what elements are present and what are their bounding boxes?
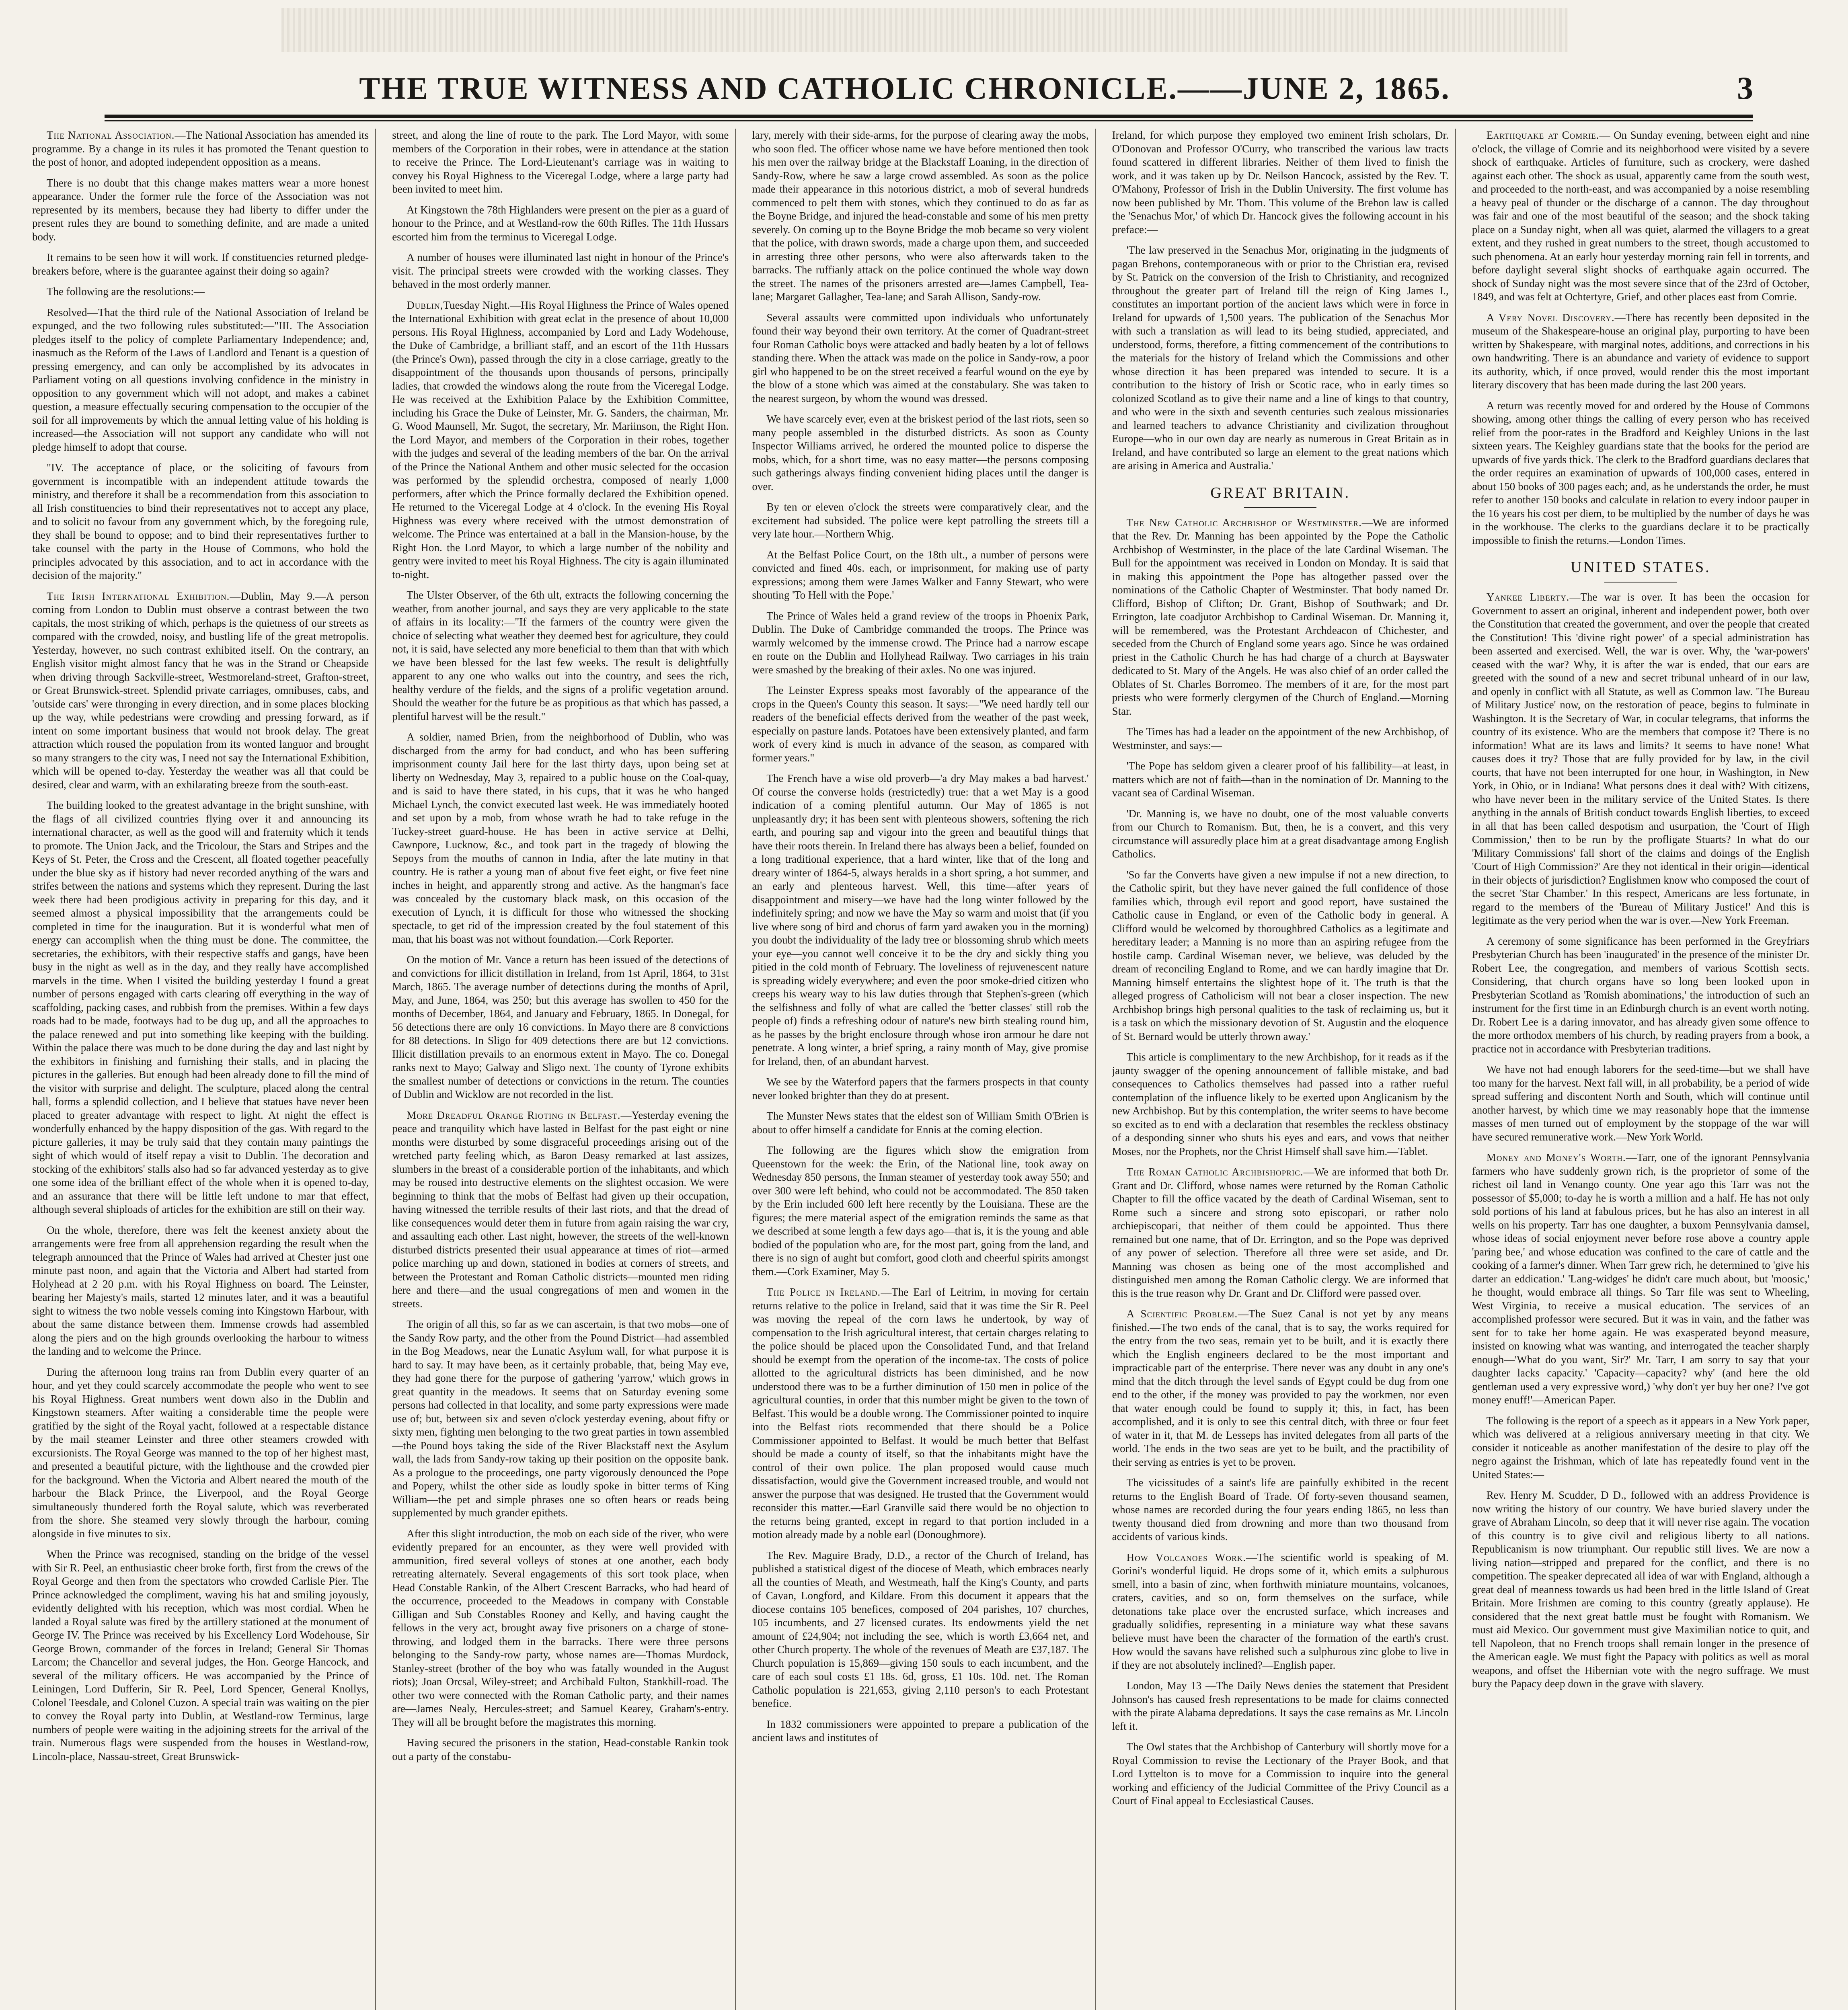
paragraph-text: The Owl states that the Archbishop of Canterbury will shortly move for a Royal Commission to revise the Lectionary of the Prayer Book, and that Lord Lyttelton is to move for a Commission to inquire into the general working and efficiency of the Judicial Committee of the Privy Council as a Court of Final appeal to Ecclesiastical Causes. [1112,1741,1449,1807]
article-paragraph [1472,399,1809,548]
paragraph-text: On the motion of Mr. Vance a return has been issued of the detections of and convictions for illicit distillation in Ireland, from 1st April, 1864, to 31st March, 1865. The average number of detections during the months of April, May, and June, 1864, was 250; but this average has swollen to 450 for the months of December, 1864, and January and February, 1865. In Donegal, for 56 detections there are only 16 convictions. In Mayo there are 8 convictions for 88 detections. In Sligo for 409 detections there are but 12 convictions. Illicit distillation prevails to an enormous extent in Mayo. The co. Donegal ranks next to Mayo; Galway and Sligo next. The county of Tyrone exhibits the smallest number of detections or convictions in the return. The counties of Dublin and Wicklow are not recorded in the list. [392,954,729,1100]
article-paragraph [392,299,729,582]
paragraph-text: We have scarcely ever, even at the briskest period of the last riots, seen so many people assembled in the disturbed districts. As soon as County Inspector Williams arrived, he ordered the mounted police to disperse the mobs, which, for a short time, was no easy matter—the persons composing such gatherings always finding convenient hiding places until the danger is over. [752,413,1089,492]
article-paragraph [32,306,369,454]
article-paragraph [752,129,1088,304]
paragraph-text: The following are the resolutions:— [47,285,205,297]
paragraph-lead: The Roman Catholic Archbishopric. [1126,1166,1304,1178]
paragraph-lead: The Police in Ireland. [766,1286,881,1298]
paragraph-text: —We are informed that both Dr. Grant and Dr. Clifford, whose names were returned by the Roman Catholic Chapter to fill the office vacated by the death of Cardinal Wiseman, sent to Rome such a sincere and strong soto episcopari, or rather nolo archiepiscopari, that neither of them could be appointed. Thus there remained but one name, that of Dr. Errington, and so the Pope was deprived of any power of selection. Therefore all three were set aside, and Dr. Manning was chosen as being one of the most accomplished and distinguished men among the Roman Catholic clergy. We are informed that this is the true reason why Dr. Grant and Dr. Clifford were passed over. [1112,1166,1449,1299]
section-heading: UNITED STATES. [1571,559,1711,576]
article-paragraph [752,684,1088,765]
paragraph-text: London, May 13 —The Daily News denies the statement that President Johnson's has caused fresh representations to be made for claims connected with the pirate Alabama depredations. It says the case remains as Mr. Lincoln left it. [1112,1680,1449,1732]
paragraph-text: We have not had enough laborers for the seed-time—but we shall have too many for the harvest. Next fall will, in all probability, be a period of wide spread suffering and discontent North and South, which will continue until another harvest, by which time we may reasonably hope that the immense masses of men turned out of employment by the stoppage of the war will have secured remunerative work.—New York World. [1472,1063,1809,1143]
column-3 [752,129,1096,2010]
paragraph-text: Ireland, for which purpose they employed two eminent Irish scholars, Dr. O'Donovan and Professor O'Curry, who transcribed the various law tracts found scattered in different libraries. Neither of them lived to finish the work, and it was taken up by Dr. Neilson Hancock, assisted by the Rev. T. O'Mahony, Professor of Irish in the Dublin University. The first volume has now been published by Mr. Thom. This volume of the Brehon law is called the 'Senachus Mor,' of which Dr. Hancock gives the following account in his preface:— [1112,129,1449,236]
article-paragraph [752,1286,1088,1542]
article-paragraph [392,129,729,196]
paragraph-text: The building looked to the greatest advantage in the bright sunshine, with the flags of all civilized countries flying over it and announcing its international character, as well as the good will and fraternity which it tends to promote. The Union Jack, and the Tricolour, the Stars and Stripes and the Keys of St. Peter, the Cross and the Crescent, all floated together peacefully under the blue sky as if history had never recorded anything of the wars and strifes between the nations and systems which they represent. During the last week there had been prodigious activity in preparing for this day, and it seemed almost a physical impossibility that the arrangements could be completed in time for the inauguration. But it is wonderful what men of energy can accomplish when the thing must be done. The committee, the secretaries, the exhibitors, with their respective staffs and gangs, have been busy in the night as well as in the day, and they really have accomplished marvels in the time. When I visited the building yesterday I found a great number of persons engaged with carts clearing off everything in the way of scaffolding, packing cases, and rubbish from the premises. Within a few days roads had to be made, footways had to be dug up, and all the approaches to the palace renewed and put into something like keeping with the building. Within the palace there was much to be done during the day and last night by the exhibitors in finishing and furnishing their stalls, and in placing the pictures in the galleries. But enough had been already done to fill the mind of the visitor with surprise and delight. The sculpture, placed along the central hall, forms a splendid collection, and I believe that statues have never been placed to greater advantage with respect to light. At night the effect is wonderfully enhanced by the happy disposition of the gas. With regard to the picture galleries, it may be truly said that they contain many paintings the sight of which would of itself repay a visit to Dublin. The decoration and stocking of the exhibitors' stalls also had so far advanced yesterday as to give one some idea of the brilliant effect of the whole when it is opened to-day, and an assurance that there will be little left undone to mar that effect, although several shiploads of articles for the exhibition are still on their way. [32,799,369,1215]
article-paragraph [1112,1740,1449,1808]
article-paragraph [1112,129,1449,236]
article-paragraph [1112,725,1449,752]
paragraph-text: This article is complimentary to the new Archbishop, for it reads as if the jaunty swagger of the opening announcement of fallible mistake, and bad consequences to Catholics themselves had passed into a rather rueful contemplation of the influence likely to be exerted upon Anglicanism by the new Archbishop. But by this contemplation, the writer seems to have become so excited as to end with a declaration that resembles the reckless obstinacy of a desponding sinner who shuts his eyes and ears, and vows that neither Moses, nor the Prophets, nor the Christ Himself shall save him.—Tablet. [1112,1051,1449,1157]
paragraph-lead: Earthquake at Comrie. [1486,129,1600,141]
article-paragraph [392,953,729,1101]
article-paragraph [392,251,729,291]
paragraph-text: "IV. The acceptance of place, or the soliciting of favours from government is incompatible with an independent attitude towards the ministry, and therefore it shall be a recommendation from this association to all Irish constituencies to bind their representatives not to accept any place, and to solicit no favour from any government which, by the foregoing rule, they shall be bound to oppose; and to bind their representatives further to take counsel with the party in the House of Commons, who hold the principles advocated by this association, and to act in accordance with the decision of the majority." [32,461,369,581]
paragraph-text: Resolved—That the third rule of the National Association of Ireland be expunged, and the two following rules substituted:—"III. The Association pledges itself to the policy of complete Parliamentary Independence; and, inasmuch as the Reform of the Laws of Landlord and Tenant is a question of pressing emergency, and can only be accomplished by its advocates in Parliament voting on all questions involving confidence in the ministry in opposition to any government which will not adopt, and makes a cabinet question, a measure effectually securing compensation to the occupier of the soil for all improvements by which the annual letting value of his holding is increased—the Association will not support any candidate who will not pledge himself to adopt that course. [32,306,369,453]
paragraph-text: — On Sunday evening, between eight and nine o'clock, the village of Comrie and its neighborhood were visited by a severe shock of earthquake. Articles of furniture, such as crockery, were dashed against each other. The shock as usual, apparently came from the south west, and proceeded to the north-east, and was accompanied by a noise resembling a heavy peal of thunder or the discharge of a cannon. The day throughout was fair and one of the most beautiful of the season; and the shock taking place on a Sunday night, when all was quiet, alarmed the villagers to a great extent, and they rushed in great numbers to the street, though accustomed to such phenomena. At an early hour yesterday morning rain fell in torrents, and before daylight several slight shocks of earthquake again occurred. The shock of Sunday night was the most severe since that of the 23rd of October, 1849, and was felt at Ochtertyre, Grief, and other places east from Comrie. [1472,129,1809,303]
paragraph-text: 'Dr. Manning is, we have no doubt, one of the most valuable converts from our Church to Romanism. But, then, he is a convert, and this very circumstance will assuredly place him at a great disadvantage among English Catholics. [1112,807,1449,860]
paragraph-text: A number of houses were illuminated last night in honour of the Prince's visit. The principal streets were crowded with the working classes. They behaved in the most orderly manner. [392,251,729,290]
article-paragraph [32,285,369,299]
paragraph-text: The Times has had a leader on the appointment of the new Archbishop, of Westminster, and says:— [1112,726,1449,751]
article-paragraph [1112,1307,1449,1469]
paragraph-text: The French have a wise old proverb—'a dry May makes a bad harvest.' Of course the converse holds (restrictedly) true: that a wet May is a good indication of a coming plentiful autumn. Our May of 1865 is not unpleasantly dry; it has been sent with plenteous showers, softening the rich earth, and pouring sap and vigour into the green and beautiful things that have their roots therein. In Ireland there has always been a belief, founded on a long traditional experience, that a hard winter, like that of the long and dreary winter of 1864-5, always heralds in a short spring, a hot summer, and an early and plenteous harvest. Well, this time—after years of disappointment and misery—we have had the long winter followed by the indefinitely spring; and now we have the May so warm and moist that (if you live where song of bird and chorus of farm yard awaken you in the morning) you doubt the individuality of the lady tree or blossoming shrub which meets your eye—you cannot well conceive it to be the dry and sickly thing you pitied in the cold month of February. The loveliness of rejuvenescent nature is spreading widely everywhere; and even the poor smoke-dried citizen who creeps his weary way to his law duties through that Stephen's-green (which the selfishness and folly of what are called the 'better classes' still rob the people of) finds a refreshing odour of nature's new birth stealing round him, as he passes by the bright enclosure through whose iron armour he dare not penetrate. A long winter, a brief spring, a rainy month of May, give promise for Ireland, then, of an abundant harvest. [752,772,1089,1067]
paragraph-text: A return was recently moved for and ordered by the House of Commons showing, among other things the calling of every person who has received relief from the poor-rates in the Bradford and Keighley Unions in the last sixteen years. The Keighley guardians state that the books for the period are upwards of five yards thick. The clerk to the Bradford guardians declares that the order requires an examination of upwards of 100,000 cases, entered in about 150 books of 300 pages each; and, as he understands the order, he must refer to another 150 books and calculate in relation to every indoor pauper in the 16 years his cost per diem, to be multiplied by the number of days he was in the workhouse. The clerks to the guardians declare it to be practically impossible to finish the returns.—London Times. [1472,399,1809,546]
paragraph-lead: The National Association. [47,129,175,141]
article-paragraph [32,1548,369,1763]
paragraph-lead: Money and Money's Worth. [1486,1151,1626,1163]
paragraph-text: —The scientific world is speaking of M. Gorini's wonderful liquid. He drops some of it, which emits a sulphurous smell, into a basin of zinc, when forthwith miniature mountains, volcanoes, craters, cavities, and so on, form themselves on the surface, while detonations take place over the encrusted surface, which increases and gradually solidifies, representing in a miniature way what these savans believe must have been the character of the formation of the earth's crust. How would the savans have relished such a sulphurous zinc globe to live in if they are not absolutely inclined?—English paper. [1112,1551,1449,1671]
article-paragraph [32,1224,369,1358]
paragraph-text: At Kingstown the 78th Highlanders were present on the pier as a guard of honour to the Prince, and at Westland-row the 60th Rifles. The 11th Hussars escorted him from the terminus to Viceregal Lodge. [392,203,729,243]
article-paragraph [752,500,1088,541]
paragraph-text: During the afternoon long trains ran from Dublin every quarter of an hour, and yet they could scarcely accommodate the people who went to see his Royal Highness. Great numbers went down also in the Dublin and Kingstown steamers. After waiting a considerable time the people were gratified by the sight of the Royal yacht, followed at a respectable distance by the mail steamer Leinster and three other steamers crowded with excursionists. The Royal George was manned to the top of her highest mast, and presented a beautiful picture, with the lighthouse and the crowded pier for the background. When the Victoria and Albert neared the mouth of the harbour the Black Prince, the Liverpool, and the Royal George simultaneously thundered forth the Royal salute, which was reverberated from the shore. She steamed very slowly through the harbour, coming alongside in five minutes to six. [32,1366,369,1540]
paragraph-lead: The New Catholic Archbishop of Westminster. [1126,516,1362,529]
article-paragraph [32,590,369,792]
paragraph-text: Tuesday Night.—His Royal Highness the Prince of Wales opened the International Exhibition with great eclat in the presence of about 10,000 persons. His Royal Highness, accompanied by Lord and Lady Wodehouse, the Duke of Cambridge, a brilliant staff, and an escort of the 11th Hussars (the Prince's Own), passed through the city in a close carriage, greatly to the disappointment of the thousands upon thousands of persons, principally ladies, that crowded the windows along the route from the Viceregal Lodge. He was received at the Exhibition Palace by the Exhibition Committee, including his Grace the Duke of Leinster, Mr. G. Sanders, the chairman, Mr. G. Wood Maunsell, Mr. Sugot, the secretary, Mr. Mariinson, the Right Hon. the Lord Mayor, and members of the Corporation in their robes, together with the judges and several of the leading members of the bar. On the arrival of the Prince the National Anthem and other music selected for the occasion was performed by the splendid orchestra, composed of nearly 1,000 performers, after which the Prince formally declared the Exhibition opened. He returned to the Viceregal Lodge at 4 o'clock. In the evening His Royal Highness was every where received with the utmost demonstration of welcome. The Prince was entertained at a ball in the Mansion-house, by the Right Hon. the Lord Mayor, to which a large number of the nobility and gentry were invited to meet his Royal Highness. The city is again illuminated to-night. [392,299,729,580]
column-2 [392,129,736,2010]
paragraph-text: The Ulster Observer, of the 6th ult, extracts the following concerning the weather, from another journal, and says they are very applicable to the state of affairs in its locality:—"If the farmers of the country were given the choice of selecting what weather they deemed best for agriculture, they could not, it is said, have selected any more beneficial to them than that with which we have been blessed for the last few weeks. The result is delightfully apparent to any one who walks out into the country, and sees the rich, healthy verdure of the fields, and the signs of a prolific vegetation around. Should the weather for the future be as propitious as that which has passed, a plentiful harvest will be the result." [392,589,729,722]
article-paragraph [1472,591,1809,927]
paragraph-lead: A Very Novel Discovery. [1486,311,1615,324]
paragraph-text: The following are the figures which show the emigration from Queenstown for the week: the Erin, of the National line, took away on Wednesday 850 persons, the Inman steamer of yesterday took away 550; and over 300 were left behind, who could not be accommodated. The 850 taken by the Erin included 600 left here recently by the Louisiana. These are the figures; the mere material aspect of the emigration reminds the same as that we described at some length a few days ago—that is, it is the young and able bodied of the population who are, for the most part, going from the land, and there is no sign of aught but comfort, good cloth and cheerful spirits amongst them.—Cork Examiner, May 5. [752,1144,1089,1278]
column-1 [32,129,376,2010]
header-rule-thick [105,115,1753,118]
article-paragraph [1472,311,1809,392]
paragraph-text: The Munster News states that the eldest son of William Smith O'Brien is about to offer himself a candidate for Ennis at the coming election. [752,1110,1089,1136]
paragraph-text: The following is the report of a speech as it appears in a New York paper, which was delivered at a religious anniversary meeting in that city. We consider it noticeable as another manifestation of the desire to play off the negro against the Irishman, which of late has repeatedly found vent in the United States:— [1472,1414,1809,1481]
paragraph-text: By ten or eleven o'clock the streets were comparatively clear, and the excitement had subsided. The police were kept patrolling the streets till a very late hour.—Northern Whig. [752,501,1089,540]
paragraph-text: On the whole, therefore, there was felt the keenest anxiety about the arrangements were free from all apprehension regarding the result when the telegraph announced that the Prince of Wales had arrived at Chester just one minute past noon, and again that the Victoria and Albert had started from Holyhead at 2 20 p.m. with his Royal Highness on board. The Leinster, bearing her Majesty's mails, started 12 minutes later, and it was a beautiful sight to witness the two noble vessels coming into Kingstown Harbour, with about the same distance between them. Immense crowds had assembled along the piers and on the high grounds overlooking the harbour to witness the landing and to welcome the Prince. [32,1224,369,1357]
article-paragraph [1112,1050,1449,1158]
article-paragraph [752,1110,1088,1136]
article-paragraph [392,203,729,244]
paragraph-lead: A Scientific Problem. [1126,1308,1238,1320]
article-paragraph [1112,1551,1449,1672]
paragraph-text: —The Earl of Leitrim, in moving for certain returns relative to the police in Ireland, said that it was time the Sir R. Peel was moving the repeal of the corn laws he undertook, by way of compensation to the Irish agricultural interest, that certain charges relating to the police should be placed upon the Consolidated Fund, and that Ireland should be exempt from the operation of the income-tax. The costs of police allotted to the agricultural districts has been diminished, and he now understood there was to be a further diminution of 150 men in police of the agricultural counties, in order that this number might be given to the town of Belfast. This would be a double wrong. The Commissioner pointed to inquire into the Belfast riots recommended that there should be a Police Commissioner appointed to Belfast. It would be much better that Belfast should be made a county of itself, so that the inhabitants might have the control of their own police. The plan proposed would cause much dissatisfaction, would give the Government increased trouble, and would not answer the purpose that was designed. He trusted that the Government would reconsider this matter.—Earl Granville said there would be no objection to the returns being granted, except in regard to that portion included in a motion already made by a noble earl (Donoughmore). [752,1286,1089,1540]
paragraph-text: —Tarr, one of the ignorant Pennsylvania farmers who have suddenly grown rich, is the proprietor of some of the richest oil land in Venango county. One year ago this Tarr was not the possessor of $5,000; to-day he is worth a million and a half. He has not only sold portions of his land at fabulous prices, but he has also an interest in all wells on his property. Tarr has one daughter, a buxom Pennsylvania damsel, whose ideas of social enjoyment never before rose above a country apple 'paring bee,' and whose education was confined to the care of cattle and the cooking of a farmer's dinner. When Tarr grew rich, he determined to 'give his darter an eddication.' 'Lang-widges' he didn't care much about, but 'moosic,' he thought, would embrace all things. So Tarr file was sent to Wheeling, West Virginia, to receive a musical education. The services of an accomplished professor were secured. But it was in vain, and the father was sent for to take her home again. He was exasperated beyond measure, insisted on knowing what was wanting, and interrogated the teacher sharply enough—'What do you want, Sir?' Mr. Tarr, I am sorry to say that your daughter lacks capacity.' 'Capacity—capacity? why' (and here the old gentleman used a very expressive word,) 'why don't yer buy her one? I've got money enuff!'—American Paper. [1472,1151,1809,1406]
section-heading: GREAT BRITAIN. [1210,484,1351,501]
article-paragraph [392,1736,729,1763]
article-paragraph [1112,516,1449,718]
paragraph-text: The Leinster Express speaks most favorably of the appearance of the crops in the Queen's County this season. It says:—"We need hardly tell our readers of the beneficial effects derived from the weather of the past week, especially on pasture lands. Potatoes have been extensively planted, and farm work of every kind is much in advance of the season, as compared with former years." [752,684,1089,764]
paragraph-text: Having secured the prisoners in the station, Head-constable Rankin took out a party of the constabu- [392,1737,729,1762]
paragraph-lead: How Volcanoes Work. [1126,1551,1246,1563]
article-paragraph [392,1109,729,1311]
paragraph-text: After this slight introduction, the mob on each side of the river, who were evidently prepared for an encounter, as they were well provided with ammunition, fired several volleys of stones at one another, each body retreating alternately. Several engagements of this sort took place, when Head Constable Rankin, of the Albert Crescent Barracks, who had heard of the occurrence, proceeded to the Meadows in company with Constable Gilligan and Sub Constables Rooney and Kelly, and having caught the fellows in the very act, brought away five prisoners on a charge of stone-throwing, and lodged them in the barracks. There were three persons belonging to the Sandy-row party, whose names are—Thomas Murdock, Stanley-street (brother of the boy who was fatally wounded in the August riots); Joan Orcsal, Wiley-street; and Archibald Fulton, Stankhill-road. The other two were connected with the Roman Catholic party, and their names are—James Nealy, Hercules-street; and Samuel Kearey, Graham's-entry. They will all be brought before the magistrates this morning. [392,1527,729,1728]
column-4 [1112,129,1456,2010]
article-paragraph [1472,1063,1809,1144]
article-paragraph [32,1366,369,1541]
paragraph-text: 'The Pope has seldom given a clearer proof of his fallibility—at least, in matters which are not of faith—than in the nomination of Dr. Manning to the vacant sea of Cardinal Wiseman. [1112,760,1449,799]
running-title: THE TRUE WITNESS AND CATHOLIC CHRONICLE.——JUNE 2, 1865. [359,71,1450,106]
article-paragraph [752,311,1088,406]
article-paragraph [32,461,369,582]
article-paragraph [1472,129,1809,304]
paragraph-text: At the Belfast Police Court, on the 18th ult., a number of persons were convicted and fined 40s. each, or imprisonment, for making use of party expressions; among them were James Walker and Fanny Stewart, who were shouting 'To Hell with the Pope.' [752,548,1089,601]
article-paragraph [752,772,1088,1068]
paragraph-lead: More Dreadful Orange Rioting in Belfast. [407,1109,621,1121]
section-rule [1244,507,1316,508]
article-paragraph [1112,807,1449,861]
paragraph-text: street, and along the line of route to the park. The Lord Mayor, with some members of the Corporation in their robes, were in attendance at the station to receive the Prince. The Lord-Lieutenant's carriage was in waiting to convey his Royal Highness to the Viceregal Lodge, where a large party had been invited to meet him. [392,129,729,195]
article-paragraph [32,129,369,169]
article-paragraph [392,589,729,723]
article-paragraph [752,1075,1088,1102]
paragraph-lead: Dublin, [407,299,444,311]
paragraph-text: We see by the Waterford papers that the farmers prospects in that county never looked brighter than they do at present. [752,1076,1089,1101]
article-paragraph [392,730,729,946]
paragraph-text: There is no doubt that this change makes matters wear a more honest appearance. Under the former rule the force of the Association was not represented by its members, because they had liberty to differ under the present rules they are bound to something definite, and are made a united body. [32,176,369,243]
article-paragraph [752,412,1088,493]
paragraph-text: Several assaults were committed upon individuals who unfortunately found their way beyond their own territory. At the corner of Quadrant-street four Roman Catholic boys were attacked and badly beaten by a lot of fellows standing there. When the attack was made on the police in Sandy-row, a poor girl who happened to be on the street received a fearful wound on the eye by the blow of a stone which was aimed at the constabulary. She was taken to the nearest surgeon, by whom the wound was dressed. [752,311,1089,404]
page-header [105,64,1753,109]
article-paragraph [392,1527,729,1729]
paragraph-text: When the Prince was recognised, standing on the bridge of the vessel with Sir R. Peel, an enthusiastic cheer broke forth, first from the crews of the Royal George and then from the spectators who crowded Carlisle Pier. The Prince acknowledged the compliment, waving his hat and smiling joyously, evidently delighted with his reception, which was most cordial. When he landed a Royal salute was fired by the artillery stationed at the monument of George IV. The Prince was received by his Excellency Lord Wodehouse, Sir George Brown, commander of the forces in Ireland; General Sir Thomas Larcom; the Chancellor and several judges, the Hon. George Hancock, and several of the military officers. He was accompanied by the Prince of Leiningen, Lord Dufferin, Sir R. Peel, Lord Spencer, General Knollys, Colonel Teesdale, and Colonel Cuzon. A special train was waiting on the pier to convey the Royal party into Dublin, at Westland-row Terminus, large numbers of people were waiting in the adjoining streets for the arrival of the train. Numerous flags were suspended from the houses in Westland-row, Lincoln-place, Nassau-street, Great Brunswick- [32,1548,369,1762]
article-paragraph [1112,1165,1449,1300]
paragraph-text: —There has recently been deposited in the museum of the Shakespeare-house an original play, purporting to have been written by Shakespeare, with marginal notes, additions, and corrections in his own handwriting. There is an abundance and variety of evidence to support its authority, which, if once proved, would render this the most important literary discovery that has been made during the last 200 years. [1472,311,1809,391]
paragraph-text: lary, merely with their side-arms, for the purpose of clearing away the mobs, who soon fled. The officer whose name we have before mentioned then took his men over the railway bridge at the Blackstaff Loaning, in the direction of Sandy-Row, where he saw a large crowd assembled. As soon as the police made their appearance in this notorious district, a mob of several hundreds commenced to pelt them with stones, which they continued to do as far as the Boyne Bridge, and injured the head-constable and some of his men pretty severely. On coming up to the Boyne Bridge the mob became so very violent that the police, with drawn swords, made a charge upon them, and succeeded in arresting three other persons, who were also afterwards taken to the barracks. The ruffianly attack on the police continued the whole way down the street. The names of the prisoners arrested are—James Campbell, Tea-lane; Margaret Gallagher, Tea-lane; and Sarah Allison, Sandy-row. [752,129,1089,303]
paragraph-text: 'So far the Converts have given a new impulse if not a new direction, to the Catholic spirit, but they have never gained the full confidence of those families which, through evil report and good report, have sustained the Catholic cause in England, or even of the Catholic body in general. A Clifford would be welcomed by thoroughbred Catholics as a legitimate and hereditary leader; a Manning is no more than an aspiring refugee from the hostile camp. Cardinal Wiseman never, we believe, was deluded by the dream of reconciling England to Rome, and we can hardly imagine that Dr. Manning himself entertains the slightest hope of it. The truth is that the alleged progress of Catholicism will not bear a closer inspection. The new Archbishop brings high personal qualities to the task of reclaiming us, but it is a task on which the missionary devotion of St. Augustin and the eloquence of St. Bernard would be utterly thrown away.' [1112,868,1449,1042]
article-columns [32,129,1816,2010]
header-rule-thin [105,120,1753,121]
article-paragraph [1112,244,1449,473]
paragraph-text: A soldier, named Brien, from the neighborhood of Dublin, who was discharged from the army for bad conduct, and who has been suffering imprisonment county Jail here for the last thirty days, upon being set at liberty on Wednesday, May 3, repaired to a public house on the Coal-quay, and is said to have there stated, in his cups, that it was he who hanged Michael Lynch, the convict executed last week. He was immediately hooted and set upon by a mob, from whose wrath he had to take refuge in the Tuckey-street guard-house. He has been in active service at Delhi, Cawnpore, Lucknow, &c., and took part in the tragedy of blowing the Sepoys from the mouths of cannon in India, after the late mutiny in that country. He is rather a young man of about five feet eight, or five feet nine inches in height, and apparently strong and active. As the hangman's face was concealed by the customary black mask, on this occasion of the execution of Lynch, it is difficult for those who witnessed the shocking spectacle, to get rid of the impression created by the foul statement of this man, that his boast was not without foundation.—Cork Reporter. [392,731,729,945]
paragraph-text: The Prince of Wales held a grand review of the troops in Phoenix Park, Dublin. The Duke of Cambridge commanded the troops. The Prince was warmly welcomed by the immense crowd. The Prince had a narrow escape en route on the Dublin and Hollyhead Railway. Two carriages in his train were smashed by the breaking of their axles. No one was injured. [752,609,1089,676]
paragraph-text: —The National Association has amended its programme. By a change in its rules it has promoted the Tenant question to the post of honor, and adopted independent opposition as a means. [32,129,369,168]
paragraph-text: In 1832 commissioners were appointed to prepare a publication of the ancient laws and institutes of [752,1718,1089,1743]
paragraph-lead: The Irish International Exhibition. [47,590,230,602]
paragraph-lead: Yankee Liberty. [1486,591,1570,603]
column-5 [1472,129,1816,2010]
article-paragraph [752,1144,1088,1278]
article-paragraph [1472,935,1809,1056]
article-paragraph [1472,1151,1809,1407]
paragraph-text: The Rev. Maguire Brady, D.D., a rector of the Church of Ireland, has published a statistical digest of the diocese of Meath, which embraces nearly all the counties of Meath, and Westmeath, half the King's County, and parts of Cavan, Longford, and Kildare. From this document it appears that the diocese contains 105 benefices, composed of 204 parishes, 107 churches, 105 incumbents, and 27 licensed curates. Its endowments yield the net amount of £24,904; not including the see, which is worth £3,664 net, and other Church property. The whole of the revenues of Meath are £37,187. The Church population is 15,869—giving 150 souls to each incumbent, and the care of each soul costs £1 18s. 6d, gross, £1 10s. 10d. net. The Roman Catholic population is 221,653, giving 2,110 person's to each Protestant benefice. [752,1549,1089,1709]
paragraph-text: The vicissitudes of a saint's life are painfully exhibited in the recent returns to the English Board of Trade. Of forty-seven thousand seamen, whose names are recorded during the four years ending 1865, no less than twenty thousand died from drowning and more than two thousand from accidents of various kinds. [1112,1477,1449,1542]
paragraph-text: —The war is over. It has been the occasion for Government to assert an original, inherent and independent power, both over the Constitution that created the government, and over the people that created the Constitution! This 'divine right power' of a special administration has been asserted and exercised. Well, the war is over. Why, the 'war-powers' ceased with the war? Why, it is after the war is ended, that our ears are greeted with the sound of a new and secret tribunal unheard of in our law, and openly in conflict with all Statute, as well as Common law. 'The Bureau of Military Justice' now, on the restoration of peace, begins to fulminate in Washington. It is the Secretary of War, in cocular telegrams, that informs the country of its existence. Who are the members that compose it? There is no information! What are its laws and limits? It seems to have none! What causes does it try? Those that are fully provided for by law, in the civil courts, that have not been interrupted for one hour, in Washington, in New York, in Ohio, or in Indiana! What persons does it deal with? With citizens, who have never been in the military service of the United States. Is there anything in the annals of British conduct towards English liberties, to exceed in all that has been called despotism and usurpation, the 'Court of High Commission,' then to be run by the profligate Stuarts? In what do our 'Military Commissions' fall short of the claims and doings of the English 'Court of High Commission?' Are they not identical in their origin—identical in their objects of jurisdiction? Englishmen know who composed the court of the secret 'Star Chamber.' In this respect, Americans are less fortunate, in regard to the members of the 'Bureau of Military Justice!' And this is legitimate as the very period when the war is over.—New York Freeman. [1472,591,1809,926]
article-paragraph [752,609,1088,677]
paragraph-text: —The Suez Canal is not yet by any means finished.—The two ends of the canal, that is to say, the works required for the entry from the two seas, remain yet to be built, and it is exactly there which the English engineers declared to be the most important and impracticable part of the enterprise. There never was any doubt in any one's mind that the ditch through the level sands of Egypt could be dug from one end to the other, if the money was provided to pay the workmen, nor even that water enough could be found to supply it; this, in fact, has been accomplished, and it is only to see this central ditch, with three or four feet of water in it, that M. de Lesseps has invited delegates from all parts of the world. The ends in the two seas are yet to be built, and the practibility of their serving as entries is yet to be proven. [1112,1308,1449,1468]
paragraph-text: Rev. Henry M. Scudder, D D., followed with an address Providence is now writing the history of our country. We have buried slavery under the grave of Abraham Lincoln, so deep that it will never rise again. The vocation of this country is to give civil and religious liberty to all nations. Republicanism is now triumphant. Our republic still lives. We are now a living nation—stripped and prepared for the conflict, and there is no competition. The speaker deprecated all idea of war with England, although a great deal of meanness towards us had been bred in the little Island of Great Britain. More Irishmen are coming to this country (greatly applause). He considered that the next great battle must be fought with Romanism. We must aid Mexico. Our government must give Maximilian notice to quit, and tell Napoleon, that no French troops shall remain longer in the presence of the American eagle. We must fight the Papacy with politics as well as moral weapons, and offset the Hibernian vote with the negro suffrage. We must bury the Papacy deep down in the grave with slavery. [1472,1489,1809,1690]
article-paragraph [1472,1414,1809,1482]
paragraph-text: The origin of all this, so far as we can ascertain, is that two mobs—one of the Sandy Row party, and the other from the Pound District—had assembled in the Bog Meadows, near the Lunatic Asylum wall, for what purpose it is hard to say. It may have been, as it certainly probable, that, being May eve, they had gone there for the purpose of gathering 'yarrow,' which grows in great quantity in the meadows. It seems that on Saturday evening some persons had collected in that locality, and some party expressions were made use of; but, between six and seven o'clock yesterday evening, about fifty or sixty men, fighting men belonging to the two great parties in town assembled—the Pound boys taking the side of the River Blackstaff next the Asylum wall, the lads from Sandy-row taking up their position on the opposite bank. As a prologue to the proceedings, one party vigorously denounced the Pope and Popery, whilst the other side as loudly spoke in bitter terms of King William—the pet and simple phrases one so often hears or reads being supplemented by much grander epithets. [392,1318,729,1519]
page-number: 3 [1737,71,1753,106]
article-paragraph [1112,1476,1449,1544]
masthead-bleed-through [281,8,1568,52]
article-paragraph [1112,759,1449,800]
paragraph-text: A ceremony of some significance has been performed in the Greyfriars Presbyterian Church has been 'inaugurated' in the presence of the minister Dr. Robert Lee, the congregation, and members of various Scottish sects. Considering, that church organs have so long been looked upon in Presbyterian Scotland as 'Romish abominations,' the introduction of such an instrument for the first time in an Edinburgh church is an event worth noting. Dr. Robert Lee is a daring innovator, and has already given some offence to the more orthodox members of his church, by reading prayers from a book, a practice not in accordance with Presbyterian traditions. [1472,935,1809,1055]
article-paragraph [752,1549,1088,1711]
paragraph-text: 'The law preserved in the Senachus Mor, originating in the judgments of pagan Brehons, contemporaneous with or prior to the Christian era, revised by St. Patrick on the conversion of the Irish to Christianity, and recognized throughout the greater part of Ireland till the reign of King James I., constitutes an important portion of the ancient laws which were in force in Ireland for upwards of 1,500 years. The publication of the Senachus Mor with such a translation as will lead to its being studied, appreciated, and understood, forms, therefore, a fitting commencement of the contributions to the materials for the history of Ireland which the Commissions and other whose direction it has been prepared was intended to secure. It is a contribution to the history of Irish or Scotic race, who in early times so colonized Scotland as to give their name and a line of kings to that country, and who were in the sixth and seventh centuries such zealous missionaries and learned teachers to advance Christianity and civilization throughout Europe—who in our own day are nearly as numerous in Great Britain as in Ireland, and have contributed so large an element to the great nations which are arising in America and Australia.' [1112,244,1449,472]
paragraph-text: It remains to be seen how it will work. If constituencies returned pledge-breakers before, where is the guarantee against their doing so again? [32,251,369,277]
article-paragraph [1472,1489,1809,1691]
article-paragraph [752,1718,1088,1745]
article-paragraph [32,251,369,278]
article-paragraph [32,799,369,1216]
article-paragraph [32,176,369,244]
paragraph-text: —Yesterday evening the peace and tranquility which have lasted in Belfast for the past eight or nine months were disturbed by some disgraceful proceedings arising out of the wretched party feeling which, as Baron Deasy remarked at last assizes, slumbers in the breast of a considerable portion of the inhabitants, and which may be roused into destructive elements on the slightest occasion. We were beginning to think that the mobs of Belfast had given up their occupation, having witnessed the terrible results of their last riots, and that the dread of like consequences would deter them in future from again raising the war cry, and assaulting each other. Last night, however, the streets of the well-known disturbed districts presented their usual appearance at times of riot—armed police marching up and down, stationed in bodies at corners of streets, and between the Protestant and Roman Catholic districts—mounted men riding here and there—and the usual congregations of men and women in the streets. [392,1109,729,1310]
article-paragraph [752,548,1088,602]
article-paragraph [1112,868,1449,1044]
paragraph-text: —We are informed that the Rev. Dr. Manning has been appointed by the Pope the Catholic Archbishop of Westminster, in the place of the late Cardinal Wiseman. The Bull for the appointment was received in London on Monday. It is said that in making this appointment the Pope has altogether passed over the nominations of the Catholic Chapter of Westminster. That body named Dr. Clifford, Bishop of Clifton; Dr. Grant, Bishop of Southwark; and Dr. Errington, late coadjutor Archbishop to Cardinal Wiseman. Dr. Manning it, will be remembered, was the Protestant Archdeacon of Chichester, and seceded from the Church of England some years ago. Since he was ordained priest in the Catholic Church he has had charge of a church at Bayswater dedicated to St. Mary of the Angels. He was also chief of an order called the Oblates of St. Charles Borromeo. The members of it are, for the most part priests who were formerly clergymen of the Church of England.—Morning Star. [1112,516,1449,717]
article-paragraph [1112,1679,1449,1733]
article-paragraph [392,1318,729,1520]
paragraph-text: —Dublin, May 9.—A person coming from London to Dublin must observe a contrast between the two capitals, the most striking of which, perhaps is the quietness of our streets as compared with the crowded, noisy, and bustling life of the great metropolis. Yesterday, however, no such contrast exhibited itself. On the contrary, an English visitor might almost fancy that he was in the Strand or Cheapside when driving through Sackville-street, Westmoreland-street, Grafton-street, or Great Brunswick-street. Splendid private carriages, omnibuses, cabs, and 'outside cars' were thronging in every direction, and in some places blocking up the way, while pedestrians were crowding and pressing forward, as if intent on some important business that would not brook delay. The great attraction which roused the population from its wonted languor and brought so many strangers to the city was, I need not say the International Exhibition, which will be opened to-day. Yesterday the weather was all that could be desired, clear and warm, with an exhilarating breeze from the south-east. [32,590,369,791]
